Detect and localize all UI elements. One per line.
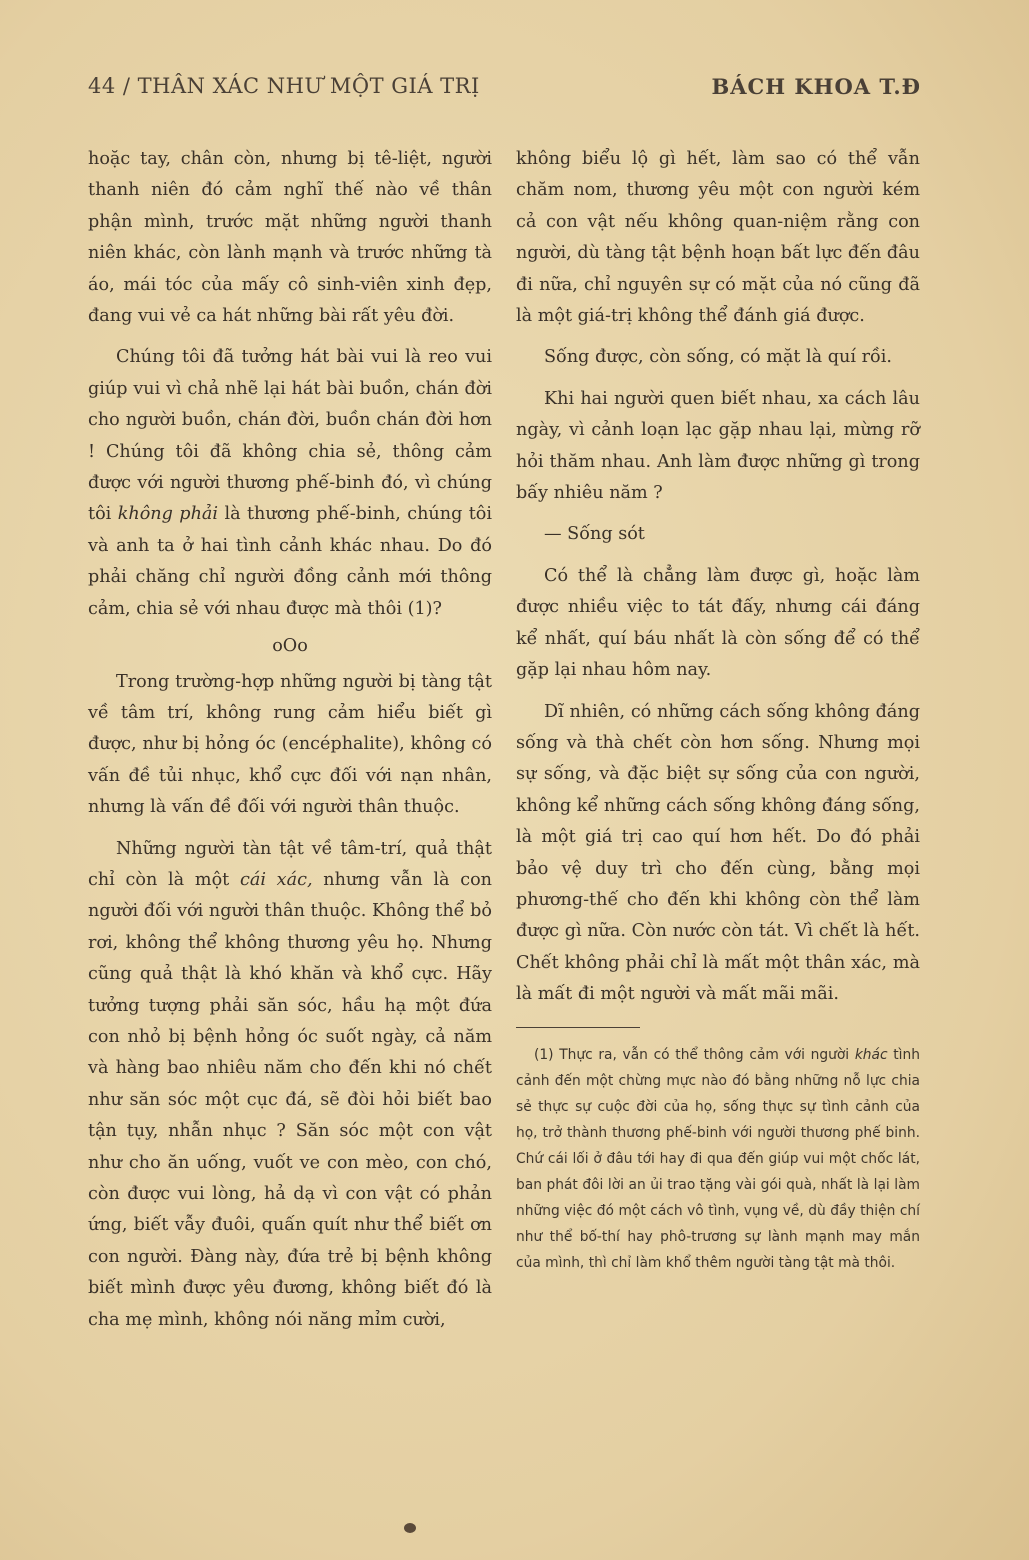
- paragraph: Trong trường-hợp những người bị tàng tật về tâm trí, không rung cảm hiểu biết gì được, như bị hỏng óc (encéphalite), không có vấn đề tủi nhục, khổ cực đối với nạn nhân, nhưng là vấn đề đối với người thân thuộc.: [88, 671, 492, 818]
- running-header: [88, 74, 921, 108]
- paragraph: Dĩ nhiên, có những cách sống không đáng sống và thà chết còn hơn sống. Nhưng mọi sự sống, và đặc biệt sự sống của con người, không kể những cách sống không đáng sống, là một giá trị cao quí hơn hết. Do đó phải bảo vệ duy trì cho đến cùng, bằng mọi phương-thế cho đến khi không còn thể làm được gì nữa. Còn nước còn tát. Vì chết là hết. Chết không phải chỉ là mất một thân xác, mà là mất đi một người và mất mãi mãi.: [516, 701, 920, 1005]
- paragraph: Có thể là chẳng làm được gì, hoặc làm được nhiều việc to tát đấy, nhưng cái đáng kể nhất, quí báu nhất là còn sống để có thể gặp lại nhau hôm nay.: [516, 565, 920, 681]
- header-magazine-name: BÁCH KHOA T.Đ: [711, 74, 921, 99]
- paragraph: không biểu lộ gì hết, làm sao có thể vẫn chăm nom, thương yêu một con người kém cả con vật nếu không quan-niệm rằng con người, dù tàng tật bệnh hoạn bất lực đến đâu đi nữa, chỉ nguyên sự có mặt của nó cũng đã là một giá-trị không thể đánh giá được.: [516, 149, 920, 327]
- ink-smudge-icon: [400, 1520, 420, 1536]
- italic-text: không phải: [117, 504, 219, 525]
- italic-text: cái xác,: [239, 869, 313, 890]
- text-run: tình cảnh đến một chừng mực nào đó bằng những nỗ lực chia sẻ thực sự cuộc đời của họ, sống thực sự tình cảnh của họ, trở thành thương phế-binh với người thương phế binh. Chứ cái lối ở đâu tới hay đi qua đến giúp vui một chốc lát, ban phát đôi lời an ủi trao tặng vài gói quà, nhất là lại làm những việc đó một cách vô tình, vụng về, dù đầy thiện chí như thể bố-thí hay phô-trương sự lành mạnh may mắn của mình, thì chỉ làm khổ thêm người tàng tật mà thôi.: [516, 1046, 920, 1271]
- footnote-divider: [516, 1027, 640, 1028]
- text-run: (1) Thực ra, vẫn có thể thông cảm với người: [534, 1046, 850, 1063]
- text-run: là thương phế-binh, chúng tôi và anh ta ở hai tình cảnh khác nhau. Do đó phải chăng chỉ người đồng cảnh mới thông cảm, chia sẻ với nhau được mà thôi (1)?: [88, 504, 493, 619]
- section-separator: oOo: [272, 636, 308, 657]
- footnote: [516, 1042, 920, 1276]
- text-run: nhưng vẫn là con người đối với người thân thuộc. Không thể bỏ rơi, không thể không thương yêu họ. Nhưng cũng quả thật là khó khăn và khổ cực. Hãy tưởng tượng phải săn sóc, hầu hạ một đứa con nhỏ bị bệnh hỏng óc suốt ngày, cả năm và hàng bao nhiêu năm cho đến khi nó chết như săn sóc một cục đá, sẽ đòi hỏi biết bao tận tụy, nhẫn nhục ? Săn sóc một con vật như cho ăn uống, vuốt ve con mèo, con chó, còn được vui lòng, hả dạ vì con vật có phản ứng, biết vẫy đuôi, quấn quít như thể biết ơn con người. Đàng này, đứa trẻ bị bệnh không biết mình được yêu đương, không biết đó là cha mẹ mình, không nói năng mỉm cười,: [88, 869, 493, 1330]
- paragraph: Sống được, còn sống, có mặt là quí rồi.: [544, 347, 892, 368]
- paragraph: [88, 342, 492, 625]
- paragraph: hoặc tay, chân còn, nhưng bị tê-liệt, người thanh niên đó cảm nghĩ thế nào về thân phận mình, trước mặt những người thanh niên khác, còn lành mạnh và trước những tà áo, mái tóc của mấy cô sinh-viên xinh đẹp, đang vui vẻ ca hát những bài rất yêu đời.: [88, 149, 492, 327]
- paragraph: [88, 834, 492, 1337]
- left-column: [88, 144, 492, 1336]
- footnote-text: [516, 1042, 920, 1276]
- text-run: Những người tàn tật về tâm-trí, quả thật chỉ còn là một: [88, 838, 492, 890]
- right-column: [516, 144, 920, 1276]
- italic-text: khác: [854, 1046, 888, 1063]
- text-run: Chúng tôi đã tưởng hát bài vui là reo vui giúp vui vì chả nhẽ lại hát bài buồn, chán đời cho người buồn, chán đời, buồn chán đời hơn ! Chúng tôi đã không chia sẻ, thông cảm được với người thương phế-binh đó, vì chúng tôi: [88, 347, 492, 525]
- paragraph: Khi hai người quen biết nhau, xa cách lâu ngày, vì cảnh loạn lạc gặp nhau lại, mừng rỡ hỏi thăm nhau. Anh làm được những gì trong bấy nhiêu năm ?: [516, 388, 920, 504]
- dialogue-line: — Sống sót: [544, 524, 645, 545]
- header-page-title: 44 / THÂN XÁC NHƯ MỘT GIÁ TRỊ: [88, 74, 480, 98]
